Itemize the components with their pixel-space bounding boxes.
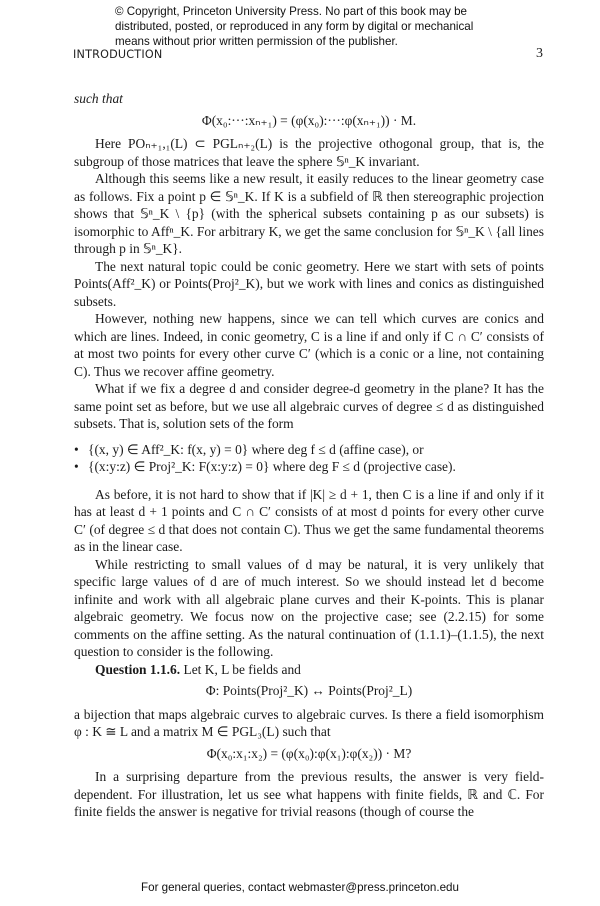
paragraph-5: What if we fix a degree d and consider degree-d geometry in the plane? It has the same point set as before, but we use all algebraic curves of degree ≤ d as distinguished subsets. That is, solution sets of the form	[74, 381, 544, 431]
footer-contact: For general queries, contact webmaster@press.princeton.edu	[141, 881, 459, 894]
paragraph-9: In a surprising departure from the previous results, the answer is very field-dependent. For illustration, let us see what happens with finite fields, ℝ and ℂ. For finite fields the answer is negative for trivial reasons (though of course the	[74, 769, 544, 819]
paragraph-7: While restricting to small values of d may be natural, it is very unlikely that specific large values of d are of much interest. So we should instead let d become infinite and work with all algebraic plane curves and their K-points. This is planar algebraic geometry. We focus now on the projective case; see (2.2.15) for some comments on the affine setting. As the natural continuation of (1.1.1)–(1.1.5), the next question to consider is the following.	[74, 556, 544, 659]
paragraph-3: The next natural topic could be conic geometry. Here we start with sets of points Points(Aff²_K) or Points(Proj²_K), but we work with lines and conics as distinguished subsets.	[74, 258, 544, 309]
bullet-projective-case: • {(x:y:z) ∈ Proj²_K: F(x:y:z) = 0} where deg F ≤ d (projective case).	[74, 458, 544, 476]
paragraph-6: As before, it is not hard to show that if |K| ≥ d + 1, then C is a line if and only if it has at least d + 1 points and C ∩ C′ consists of at most d points for every other curve C′ (of degree ≤ d that does not contain C). Thus we get the same fundamental theorems as in the linear case.	[74, 486, 544, 554]
paragraph-2: Although this seems like a new result, it easily reduces to the linear geometry case as follows. Fix a point p ∈ 𝕊ⁿ_K. If K is a subfield of ℝ then stereographic projection shows that 𝕊ⁿ_K \ {p} (with the spherical subsets containing p as our subsets) is isomorphic to Affⁿ_K. For arbitrary K, we get the same conclusion for 𝕊ⁿ_K \ {all lines through p in 𝕊ⁿ_K}.	[74, 171, 544, 256]
page-number: 3	[536, 46, 543, 61]
equation-2: Φ: Points(Proj²_K) ↔ Points(Proj²_L)	[205, 683, 413, 698]
paragraph-8: a bijection that maps algebraic curves to algebraic curves. Is there a field isomorphism φ : K ≅ L and a matrix M ∈ PGL₃(L) such that	[74, 706, 544, 739]
paragraph-4: However, nothing new happens, since we can tell which curves are conics and which are lines. Indeed, in conic geometry, C is a line if and only if C ∩ C′ consists of at most two points for every other curve C′ (which is a conic or a line, not containing C). Thus we recover affine geometry.	[74, 311, 544, 379]
question-text: Let K, L be fields and	[183, 661, 301, 677]
bullet-list	[74, 441, 544, 476]
copyright-notice: © Copyright, Princeton University Press. No part of this book may be distributed, posted, or reproduced in any form by digital or mechanical means without prior written permission of the publisher.	[115, 5, 474, 48]
bullet-affine-case: • {(x, y) ∈ Aff²_K: f(x, y) = 0} where deg f ≤ d (affine case), or	[74, 441, 544, 459]
page-body	[74, 90, 544, 821]
question-label: Question 1.1.6.	[95, 661, 181, 677]
paragraph-1: Here POₙ₊₁,₁(L) ⊂ PGLₙ₊₂(L) is the projective othogonal group, that is, the subgroup of those matrices that leave the sphere 𝕊ⁿ_K invariant.	[74, 136, 544, 169]
running-head: INTRODUCTION	[73, 48, 163, 61]
lead-in: such that	[74, 91, 123, 106]
question-1-1-6	[74, 661, 544, 679]
equation-1: Φ(x₀:···:xₙ₊₁) = (φ(x₀):···:φ(xₙ₊₁)) · M.	[201, 112, 417, 128]
equation-3: Φ(x₀:x₁:x₂) = (φ(x₀):φ(x₁):φ(x₂)) · M?	[206, 745, 412, 761]
